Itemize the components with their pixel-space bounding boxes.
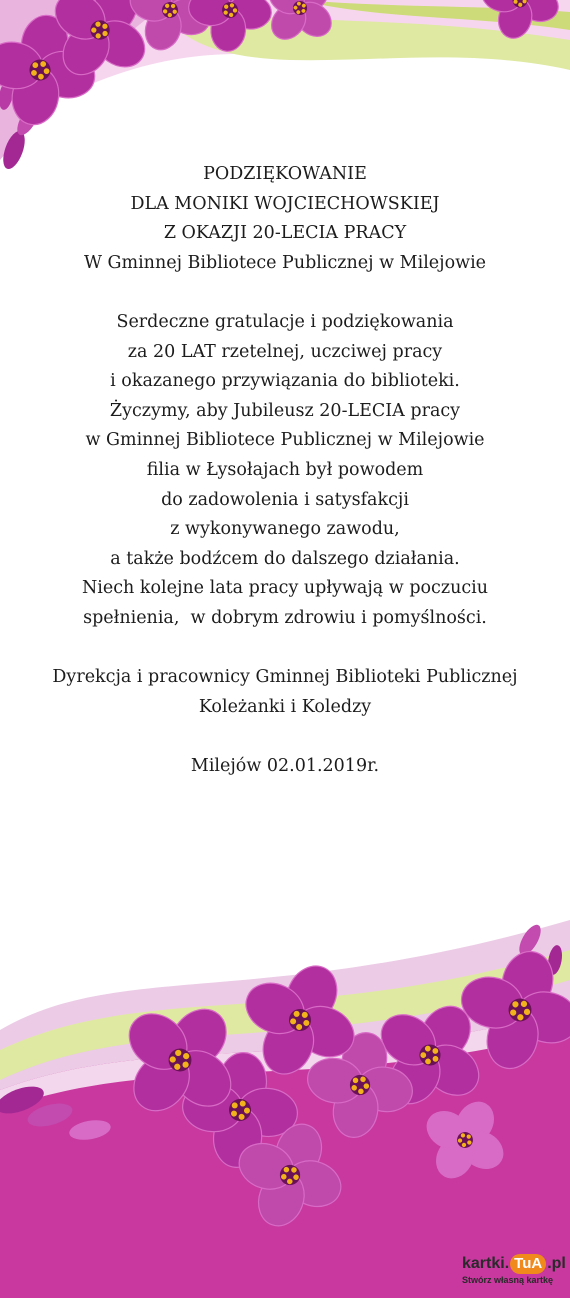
message-line: Koleżanki i Koledzy (198, 696, 372, 717)
brand-logo[interactable] (462, 1254, 568, 1294)
message-line: za 20 LAT rzetelnej, uczciwej pracy (127, 341, 443, 362)
message-line: z wykonywanego zawodu, (170, 519, 400, 540)
message-line: Z OKAZJI 20-LECIA PRACY (163, 223, 407, 244)
blank-line (0, 722, 570, 752)
message-line: filia w Łysołajach był powodem (146, 459, 424, 480)
lilac-flowers-top-icon (0, 0, 570, 180)
card-message (0, 160, 570, 781)
blank-line (0, 278, 570, 308)
lilac-flowers-bottom-icon (0, 900, 570, 1298)
message-line: a także bodźcem do dalszego działania. (110, 548, 460, 569)
message-line: DLA MONIKI WOJCIECHOWSKIEJ (130, 193, 440, 214)
brand-tagline: Stwórz własną kartkę (462, 1275, 554, 1285)
message-line: Serdeczne gratulacje i podziękowania (116, 311, 454, 332)
message-line: w Gminnej Bibliotece Publicznej w Milejowie (85, 430, 485, 451)
blank-line (0, 634, 570, 664)
message-line: spełnienia, w dobrym zdrowiu i pomyślności. (83, 607, 487, 628)
message-line: W Gminnej Bibliotece Publicznej w Milejowie (83, 252, 487, 273)
message-line: Dyrekcja i pracownicy Gminnej Biblioteki Publicznej (52, 667, 518, 688)
message-line: PODZIĘKOWANIE (203, 164, 367, 184)
message-line: i okazanego przywiązania do biblioteki. (110, 371, 460, 392)
message-line: Niech kolejne lata pracy upływają w poczuciu (81, 578, 489, 599)
brand-badge: TuA (510, 1254, 546, 1274)
brand-prefix: kartki. (462, 1255, 510, 1272)
message-line: do zadowolenia i satysfakcji (161, 489, 409, 510)
brand-suffix: .pl (547, 1255, 566, 1272)
message-line: Życzymy, aby Jubileusz 20-LECIA pracy (109, 400, 461, 421)
message-line: Milejów 02.01.2019r. (190, 755, 380, 776)
